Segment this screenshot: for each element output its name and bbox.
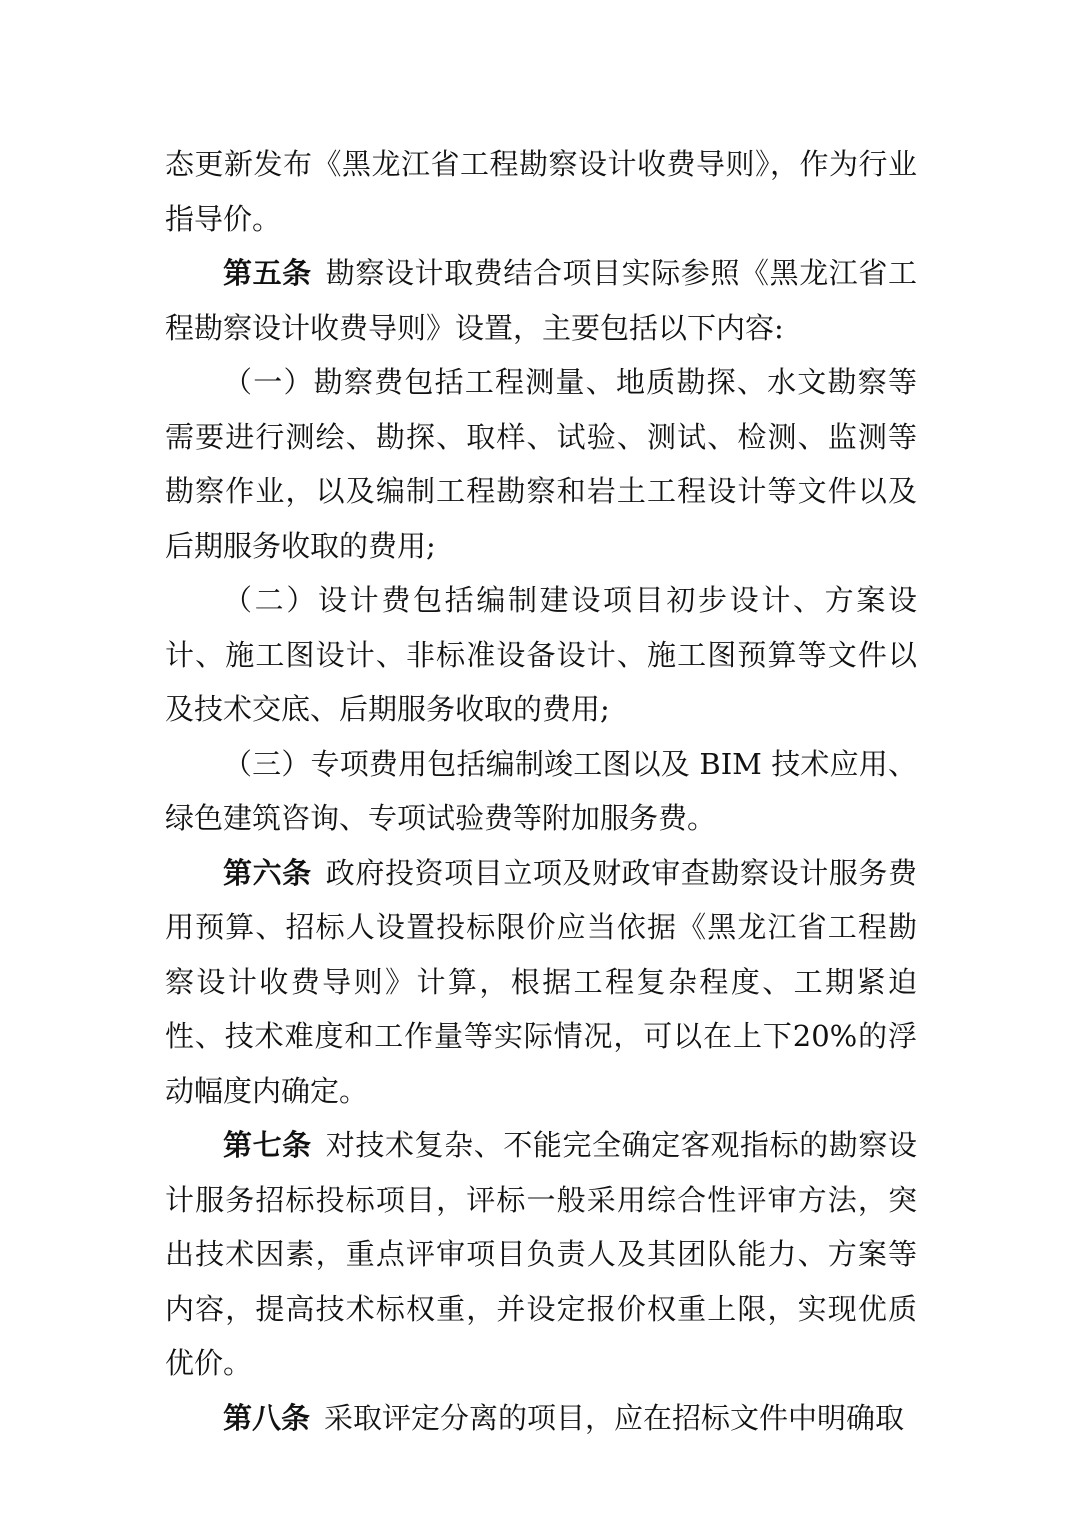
article-paragraph — [165, 1391, 917, 1446]
list-item-paragraph — [165, 737, 917, 846]
article-paragraph — [165, 846, 917, 1119]
article-number: 第七条 — [223, 1128, 312, 1162]
paragraph-text: （三）专项费用包括编制竣工图以及 BIM 技术应用、绿色建筑咨询、专项试验费等附加服务费。 — [165, 746, 917, 835]
article-number: 第五条 — [223, 256, 312, 290]
article-paragraph — [165, 246, 917, 355]
paragraph-text: 勘察设计取费结合项目实际参照《黑龙江省工程勘察设计收费导则》设置，主要包括以下内容: — [165, 256, 917, 345]
list-item-paragraph — [165, 355, 917, 573]
paragraph-text: 采取评定分离的项目，应在招标文件中明确取 — [324, 1400, 905, 1435]
paragraph-text: 对技术复杂、不能完全确定客观指标的勘察设计服务招标投标项目，评标一般采用综合性评审方法，突出技术因素，重点评审项目负责人及其团队能力、方案等内容，提高技术标权重，并设定报价权重上限，实现优质优价。 — [165, 1128, 917, 1380]
list-item-paragraph — [165, 573, 917, 737]
paragraph-text: （二）设计费包括编制建设项目初步设计、方案设计、施工图设计、非标准设备设计、施工图预算等文件以及技术交底、后期服务收取的费用; — [165, 583, 917, 726]
paragraph-text: 态更新发布《黑龙江省工程勘察设计收费导则》，作为行业指导价。 — [165, 147, 917, 236]
article-paragraph — [165, 1118, 917, 1391]
document-body — [165, 137, 917, 1445]
paragraph — [165, 137, 917, 246]
article-number: 第六条 — [223, 855, 312, 890]
paragraph-text: 政府投资项目立项及财政审查勘察设计服务费用预算、招标人设置投标限价应当依据《黑龙江省工程勘察设计收费导则》计算，根据工程复杂程度、工期紧迫性、技术难度和工作量等实际情况，可以在上下20%的浮动幅度内确定。 — [165, 855, 917, 1108]
article-number: 第八条 — [223, 1400, 311, 1435]
paragraph-text: （一）勘察费包括工程测量、地质勘探、水文勘察等需要进行测绘、勘探、取样、试验、测试、检测、监测等勘察作业，以及编制工程勘察和岩土工程设计等文件以及后期服务收取的费用; — [165, 365, 917, 563]
